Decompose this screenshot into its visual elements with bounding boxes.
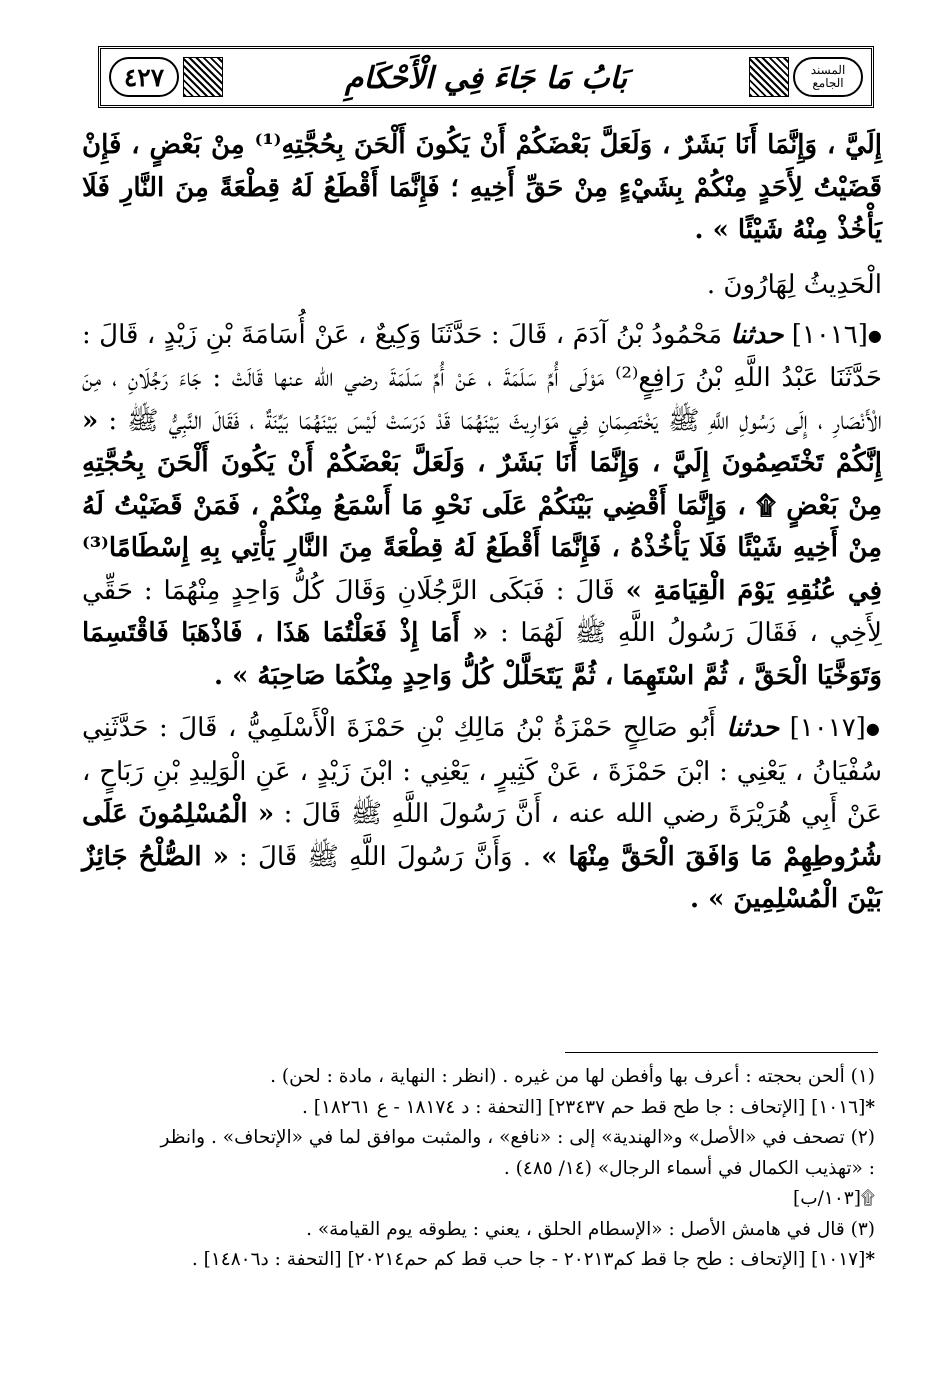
takhrij-1016-text: [١٠١٦] [الإتحاف : جا طح قط حم ٢٣٤٣٧] [التحفة : د ١٨١٧٤ - ع ١٨٢٦١] .: [302, 1096, 866, 1118]
page-header: [98, 46, 874, 108]
main-text: [82, 124, 882, 921]
hadith-chain: مَحْمُودُ بْنُ آدَمَ ، قَالَ : حَدَّثَنَا وَكِيعٌ ، عَنْ أُسَامَةَ بْنِ زَيْدٍ ، قَالَ : حَدَّثَنَا عَبْدُ اللَّهِ بْنُ رَافِعٍ⁽²⁾ مَوْلَى أُمِّ سَلَمَةَ ، عَنْ أُمِّ سَلَمَةَ رضي الله عنها قَالَتْ : جَاءَ رَجُلَانِ ، مِنَ الْأَنْصَارِ ، إِلَى رَسُولِ اللَّهِ ﷺ يَخْتَصِمَانِ فِي مَوَارِيثَ بَيْنَهُمَا قَدْ دَرَسَتْ لَيْسَ بَيْنَهُمَا بَيِّنَةٌ ، فَقَالَ النَّبِيُّ ﷺ :: [82, 320, 882, 436]
prophet-speech: « الْمُسْلِمُونَ عَلَى شُرُوطِهِمْ مَا وَافَقَ الْحَقَّ مِنْهَا »: [82, 799, 883, 872]
hadith-1016: [82, 314, 882, 697]
chapter-title: بَابُ مَا جَاءَ فِي الْأَحْكَامِ: [344, 60, 628, 96]
takhrij-1017: [150, 1245, 875, 1276]
book-logo-top: المسند: [810, 63, 846, 77]
hadith-number: [١٠١٦]: [791, 320, 868, 350]
takhrij-1017-text: [١٠١٧] [الإتحاف : طح جا قط كم٢٠٢١٣ - جا حب قط كم حم٢٠٢١٤] [التحفة : د١٤٨٠٦] .: [191, 1249, 866, 1270]
prophet-speech: « أَمَا إِذْ فَعَلْتُمَا هَذَا ، فَاذْهَبَا فَاقْتَسِمَا وَتَوَخَّيَا الْحَقَّ ، ثُمَّ اسْتَهِمَا ، ثُمَّ يَتَحَلَّلْ كُلُّ وَاحِدٍ مِنْكُمَا صَاحِبَهُ » .: [82, 618, 882, 691]
hadith-intro: حدثنا: [726, 713, 780, 744]
hadith-chain: أَبُو صَالِحٍ حَمْزَةُ بْنُ مَالِكِ بْنِ حَمْزَةَ الْأَسْلَمِيُّ ، قَالَ : حَدَّثَنِي سُفْيَانُ ، يَعْنِي : ابْنَ حَمْزَةَ ، عَنْ كَثِيرٍ ، يَعْنِي : ابْنَ زَيْدٍ ، عَنِ الْوَلِيدِ بْنِ رَبَاحٍ ، عَنْ أَبِي هُرَيْرَةَ رضي الله عنه ، أَنَّ رَسُولَ اللَّهِ ﷺ قَالَ :: [82, 713, 882, 829]
ornament-right-icon: [749, 57, 789, 97]
hadith-narration: . وَأَنَّ رَسُولَ اللَّهِ ﷺ قَالَ :: [239, 841, 532, 872]
book-logo: [793, 57, 863, 97]
page-number: ٤٢٧: [109, 57, 179, 97]
takhrij-1016: [150, 1093, 875, 1124]
prophet-speech: « الصُّلْحُ جَائِزٌ بَيْنَ الْمُسْلِمِينَ » .: [82, 841, 882, 914]
ornament-left-icon: [183, 57, 223, 97]
footnote-divider: [565, 1052, 878, 1053]
footnote-1: (١) ألحن بحجته : أعرف بها وأفطن لها من غيره . (انظر : النهاية ، مادة : لحن) .: [270, 1066, 875, 1087]
hadith-1017: [82, 707, 882, 920]
folio-marker: ۩[١٠٣/ب]: [793, 1188, 875, 1209]
hadith-bullet-icon: ●: [865, 719, 883, 738]
continued-prophet-speech: إِلَيَّ ، وَإِنَّمَا أَنَا بَشَرٌ ، وَلَعَلَّ بَعْضَكُمْ أَنْ يَكُونَ أَلْحَنَ بِحُجَّتِهِ⁽¹⁾ مِنْ بَعْضٍ ، فَإِنْ قَضَيْتُ لِأَحَدٍ مِنْكُمْ بِشَيْءٍ مِنْ حَقِّ أَخِيهِ ؛ فَإِنَّمَا أَقْطَعُ لَهُ قِطْعَةً مِنَ النَّارِ فَلَا يَأْخُذْ مِنْهُ شَيْئًا » .: [82, 130, 882, 245]
hadith-bullet-icon: ●: [867, 325, 883, 345]
footnote-2: (٢) تصحف في «الأصل» و«الهندية» إلى : «نافع» ، والمثبت موافق لما في «الإتحاف» . وانظر : «تهذيب الكمال في أسماء الرجال» (١٤/ ٤٨٥) .: [160, 1127, 875, 1179]
hadith-narration: قَالَ : فَبَكَى الرَّجُلَانِ وَقَالَ كُلُّ وَاحِدٍ مِنْهُمَا : حَقِّي لِأَخِي ، فَقَالَ رَسُولُ اللَّهِ ﷺ لَهُمَا :: [82, 575, 882, 649]
source-note: الْحَدِيثُ لِهَارُونَ .: [706, 269, 882, 300]
prophet-speech: « إِنَّكُمْ تَخْتَصِمُونَ إِلَيَّ ، وَإِنَّمَا أَنَا بَشَرٌ ، وَلَعَلَّ بَعْضَكُمْ أَنْ يَكُونَ أَلْحَنَ بِحُجَّتِهِ مِنْ بَعْضٍ ۩ ، وَإِنَّمَا أَقْضِي بَيْنَكُمْ عَلَى نَحْوِ مَا أَسْمَعُ مِنْكُمْ ، فَمَنْ قَضَيْتُ لَهُ مِنْ أَخِيهِ شَيْئًا فَلَا يَأْخُذْهُ ، فَإِنَّمَا أَقْطَعُ لَهُ قِطْعَةً مِنَ النَّارِ يَأْتِي بِهِ إِسْطَامًا⁽³⁾ فِي عُنُقِهِ يَوْمَ الْقِيَامَةِ »: [82, 405, 883, 606]
footnote-3: (٣) قال في هامش الأصل : «الإسطام الحلق ، يعني : يطوقه يوم القيامة» .: [306, 1218, 875, 1240]
continued-hadith-text: [82, 124, 882, 252]
hadith-number: [١٠١٧]: [789, 713, 866, 744]
star-icon: *: [865, 1096, 875, 1118]
star-icon: *: [865, 1249, 875, 1270]
book-logo-bottom: الجامع: [812, 76, 844, 90]
footnotes: [150, 1062, 875, 1276]
hadith-intro: حدثنا: [730, 320, 784, 350]
